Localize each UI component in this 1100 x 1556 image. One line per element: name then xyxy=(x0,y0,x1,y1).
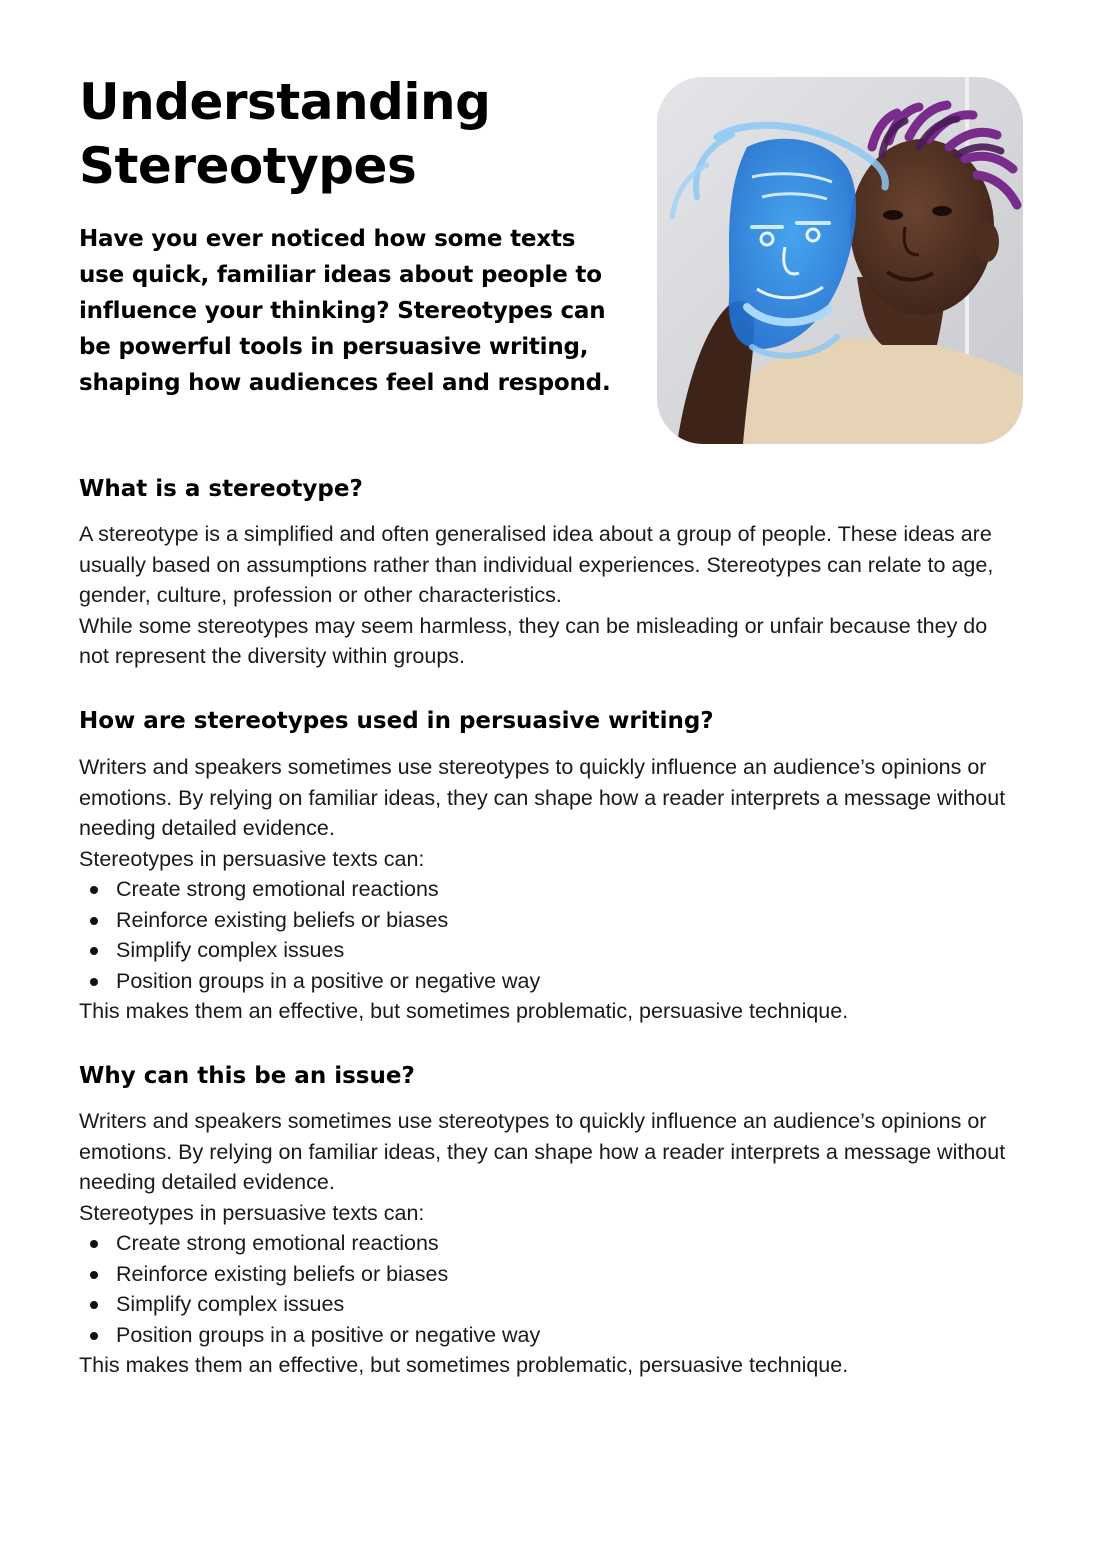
list-item: Simplify complex issues xyxy=(116,1289,1019,1320)
list-item: Create strong emotional reactions xyxy=(116,874,1019,905)
list-item: Position groups in a positive or negative way xyxy=(116,966,1019,997)
paragraph: Writers and speakers sometimes use stereotypes to quickly influence an audience’s opinions or emotions. By relying on familiar ideas, they can shape how a reader interprets a message without needing detailed evidence. xyxy=(79,755,1006,840)
paragraph: Stereotypes in persuasive texts can: xyxy=(79,846,425,871)
list-item: Position groups in a positive or negative way xyxy=(116,1320,1019,1351)
closing-paragraph: This makes them an effective, but sometimes problematic, persuasive technique. xyxy=(79,999,849,1023)
bullet-list xyxy=(79,874,1019,996)
section-body-why-an-issue xyxy=(79,1106,1019,1381)
section-heading-persuasive-writing: How are stereotypes used in persuasive writing? xyxy=(79,708,714,734)
bullet-list xyxy=(79,1228,1019,1350)
list-item: Create strong emotional reactions xyxy=(116,1228,1019,1259)
page-title: Understanding Stereotypes xyxy=(79,73,491,195)
section-body-what-is-a-stereotype xyxy=(79,519,1019,672)
list-item: Reinforce existing beliefs or biases xyxy=(116,1259,1019,1290)
hero-illustration xyxy=(657,77,1023,444)
list-item: Simplify complex issues xyxy=(116,935,1019,966)
section-heading-what-is-a-stereotype: What is a stereotype? xyxy=(79,476,363,502)
section-heading-why-an-issue: Why can this be an issue? xyxy=(79,1063,415,1089)
section-body-persuasive-writing xyxy=(79,752,1019,1027)
paragraph: Stereotypes in persuasive texts can: xyxy=(79,1200,425,1225)
intro-paragraph: Have you ever noticed how some texts use quick, familiar ideas about people to influence your thinking? Stereotypes can be powerful tools in persuasive writing, shaping how audiences feel and respond. xyxy=(79,226,611,396)
paragraph: While some stereotypes may seem harmless, they can be misleading or unfair because they do not represent the diversity within groups. xyxy=(79,613,988,668)
paragraph: A stereotype is a simplified and often generalised idea about a group of people. These ideas are usually based on assumptions rather than individual experiences. Stereotypes can relate to age, gender, culture, profession or other characteristics. xyxy=(79,522,994,607)
closing-paragraph: This makes them an effective, but sometimes problematic, persuasive technique. xyxy=(79,1353,849,1377)
paragraph: Writers and speakers sometimes use stereotypes to quickly influence an audience’s opinions or emotions. By relying on familiar ideas, they can shape how a reader interprets a message without needing detailed evidence. xyxy=(79,1109,1006,1194)
hero-image xyxy=(657,77,1023,444)
list-item: Reinforce existing beliefs or biases xyxy=(116,905,1019,936)
